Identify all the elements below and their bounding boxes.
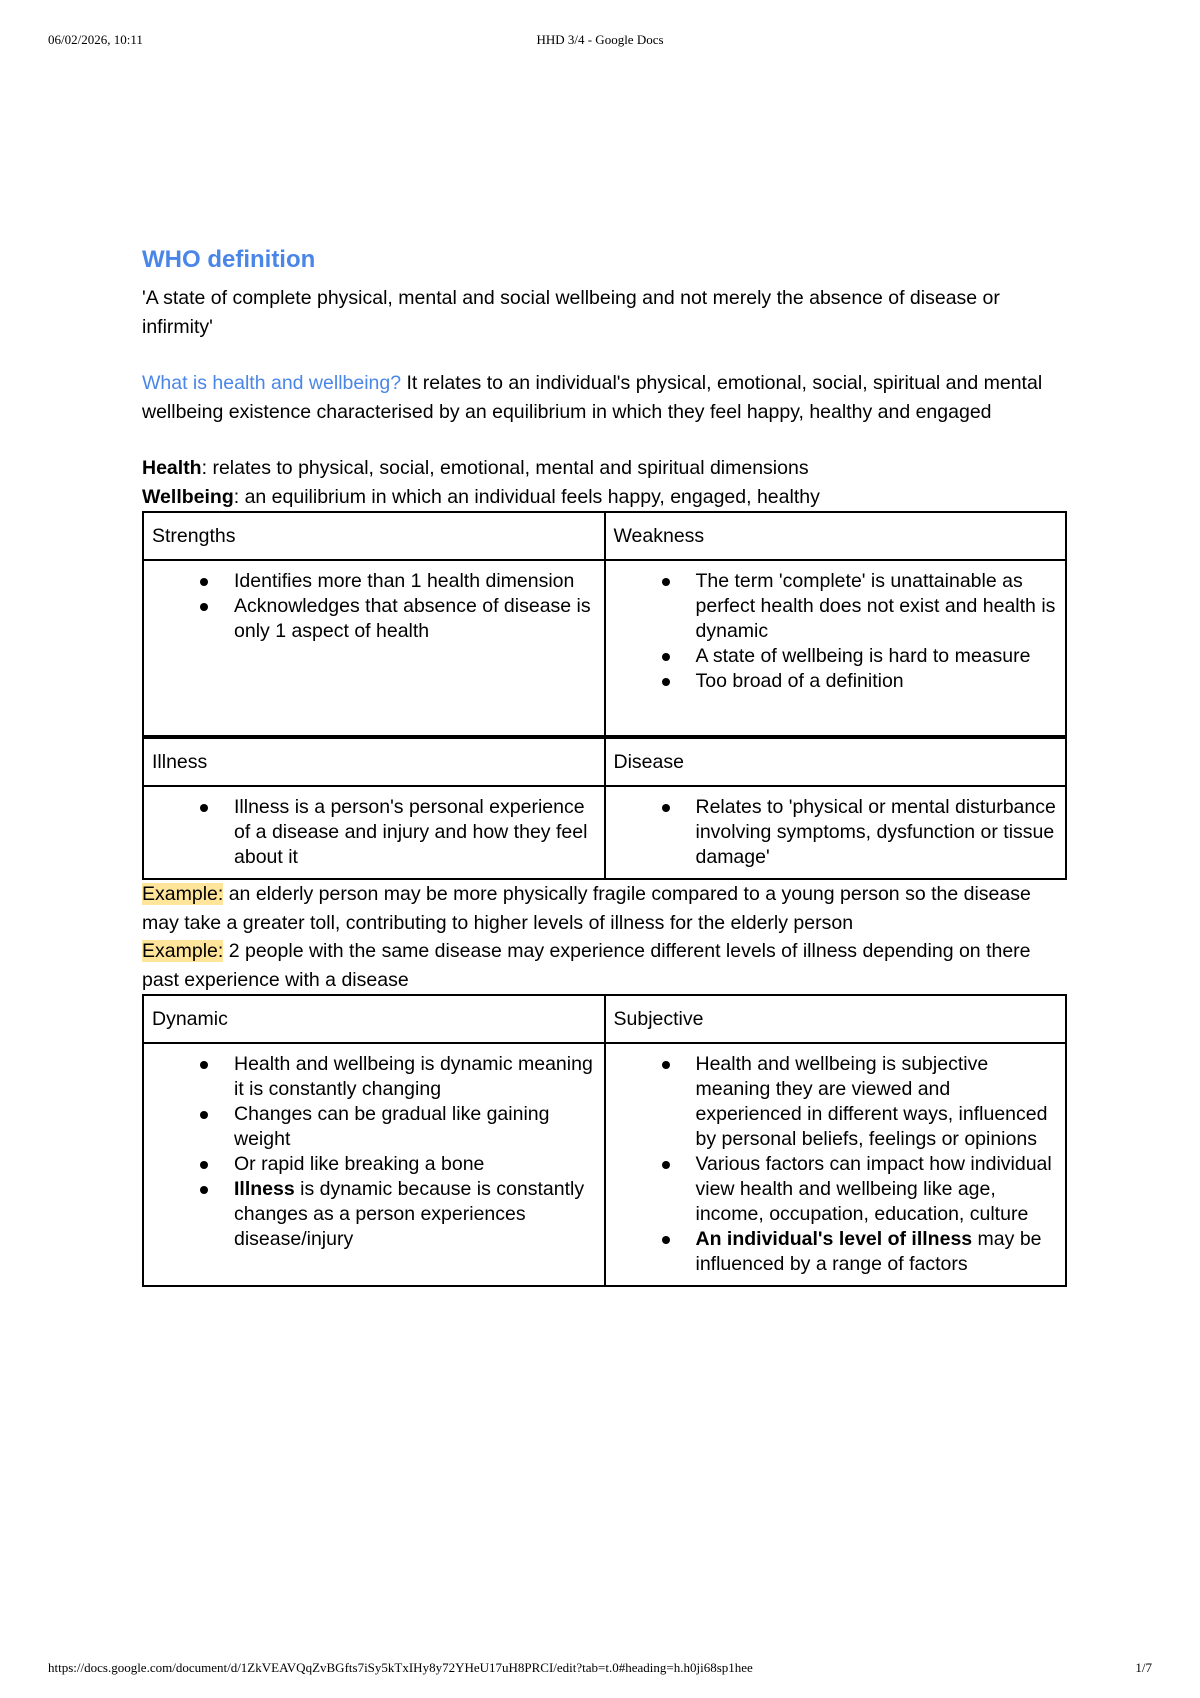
table2-illness-cell	[143, 786, 605, 879]
health-term: Health	[142, 457, 202, 479]
list-item: Health and wellbeing is subjective meaning they are viewed and experienced in different ways, influenced by personal beliefs, feelings or opinions	[614, 1052, 1058, 1152]
print-header	[48, 32, 1152, 52]
health-wellbeing-paragraph	[142, 369, 1067, 426]
list-item: Changes can be gradual like gaining weight	[152, 1102, 596, 1152]
table1-header-strengths: Strengths	[143, 512, 605, 560]
strengths-weakness-table	[142, 511, 1067, 737]
list-item: Illness is a person's personal experience of a disease and injury and how they feel about it	[152, 795, 596, 870]
list-item	[152, 1177, 596, 1252]
example-1-text: an elderly person may be more physically fragile compared to a young person so the disease may take a greater toll, contributing to higher levels of illness for the elderly person	[142, 883, 1031, 934]
list-item: Acknowledges that absence of disease is only 1 aspect of health	[152, 594, 596, 644]
dynamic-subjective-table	[142, 994, 1067, 1287]
wellbeing-term: Wellbeing	[142, 485, 234, 508]
question-label: What is health and wellbeing?	[142, 372, 402, 394]
example-label: Example:	[142, 883, 224, 905]
table3-header-dynamic: Dynamic	[143, 995, 605, 1043]
table2-header-disease: Disease	[605, 738, 1067, 786]
list-item: A state of wellbeing is hard to measure	[614, 644, 1058, 669]
wellbeing-def: : an equilibrium in which an individual feels happy, engaged, healthy	[233, 485, 820, 508]
print-title: HHD 3/4 - Google Docs	[536, 32, 664, 47]
list-item	[614, 1227, 1058, 1277]
level-of-illness-bold: An individual's level of illness	[695, 1228, 973, 1250]
list-item: Various factors can impact how individual view health and wellbeing like age, income, occupation, education, culture	[614, 1152, 1058, 1227]
list-item: Or rapid like breaking a bone	[152, 1152, 596, 1177]
illness-disease-table	[142, 737, 1067, 880]
table1-strengths-cell	[143, 560, 605, 736]
table1-header-weakness: Weakness	[605, 512, 1067, 560]
wellbeing-definition	[142, 483, 1067, 512]
table3-dynamic-cell	[143, 1043, 605, 1286]
list-item: Relates to 'physical or mental disturbance involving symptoms, dysfunction or tissue damage'	[614, 795, 1058, 870]
list-item-text: is dynamic because is constantly changes as a person experiences disease/injury	[234, 1178, 585, 1250]
list-item: Health and wellbeing is dynamic meaning it is constantly changing	[152, 1052, 596, 1102]
print-footer	[48, 1660, 1152, 1680]
table2-header-illness: Illness	[143, 738, 605, 786]
print-page-number: 1/7	[1135, 1660, 1152, 1675]
table3-header-subjective: Subjective	[605, 995, 1067, 1043]
heading-who-definition: WHO definition	[142, 246, 316, 273]
example-label: Example:	[142, 940, 224, 962]
question-answer: It relates to an individual's physical, emotional, social, spiritual and mental wellbeing existence characterised by an equilibrium in which they feel happy, healthy and engaged	[142, 372, 1043, 423]
who-quote: 'A state of complete physical, mental and social wellbeing and not merely the absence of disease or infirmity'	[142, 287, 1000, 338]
table3-subjective-cell	[605, 1043, 1067, 1286]
illness-bold: Illness	[234, 1178, 295, 1200]
table2-disease-cell	[605, 786, 1067, 879]
list-item: Identifies more than 1 health dimension	[152, 569, 596, 594]
document-body	[142, 244, 1067, 1287]
example-2-text: 2 people with the same disease may experience different levels of illness depending on there past experience with a disease	[142, 940, 1031, 991]
print-datetime: 06/02/2026, 10:11	[48, 32, 143, 47]
list-item: Too broad of a definition	[614, 669, 1058, 694]
list-item: The term 'complete' is unattainable as perfect health does not exist and health is dynamic	[614, 569, 1058, 644]
example-2	[142, 937, 1067, 994]
print-url: https://docs.google.com/document/d/1ZkVEAVQqZvBGfts7iSy5kTxIHy8y72YHeU17uH8PRCI/edit?tab=t.0#heading=h.h0ji68sp1hee	[48, 1660, 753, 1675]
health-def: : relates to physical, social, emotional, mental and spiritual dimensions	[201, 457, 809, 479]
list-item-text: may be influenced by a range of factors	[695, 1228, 1042, 1275]
health-definition	[142, 454, 1067, 483]
table1-weakness-cell	[605, 560, 1067, 736]
example-1	[142, 880, 1067, 937]
